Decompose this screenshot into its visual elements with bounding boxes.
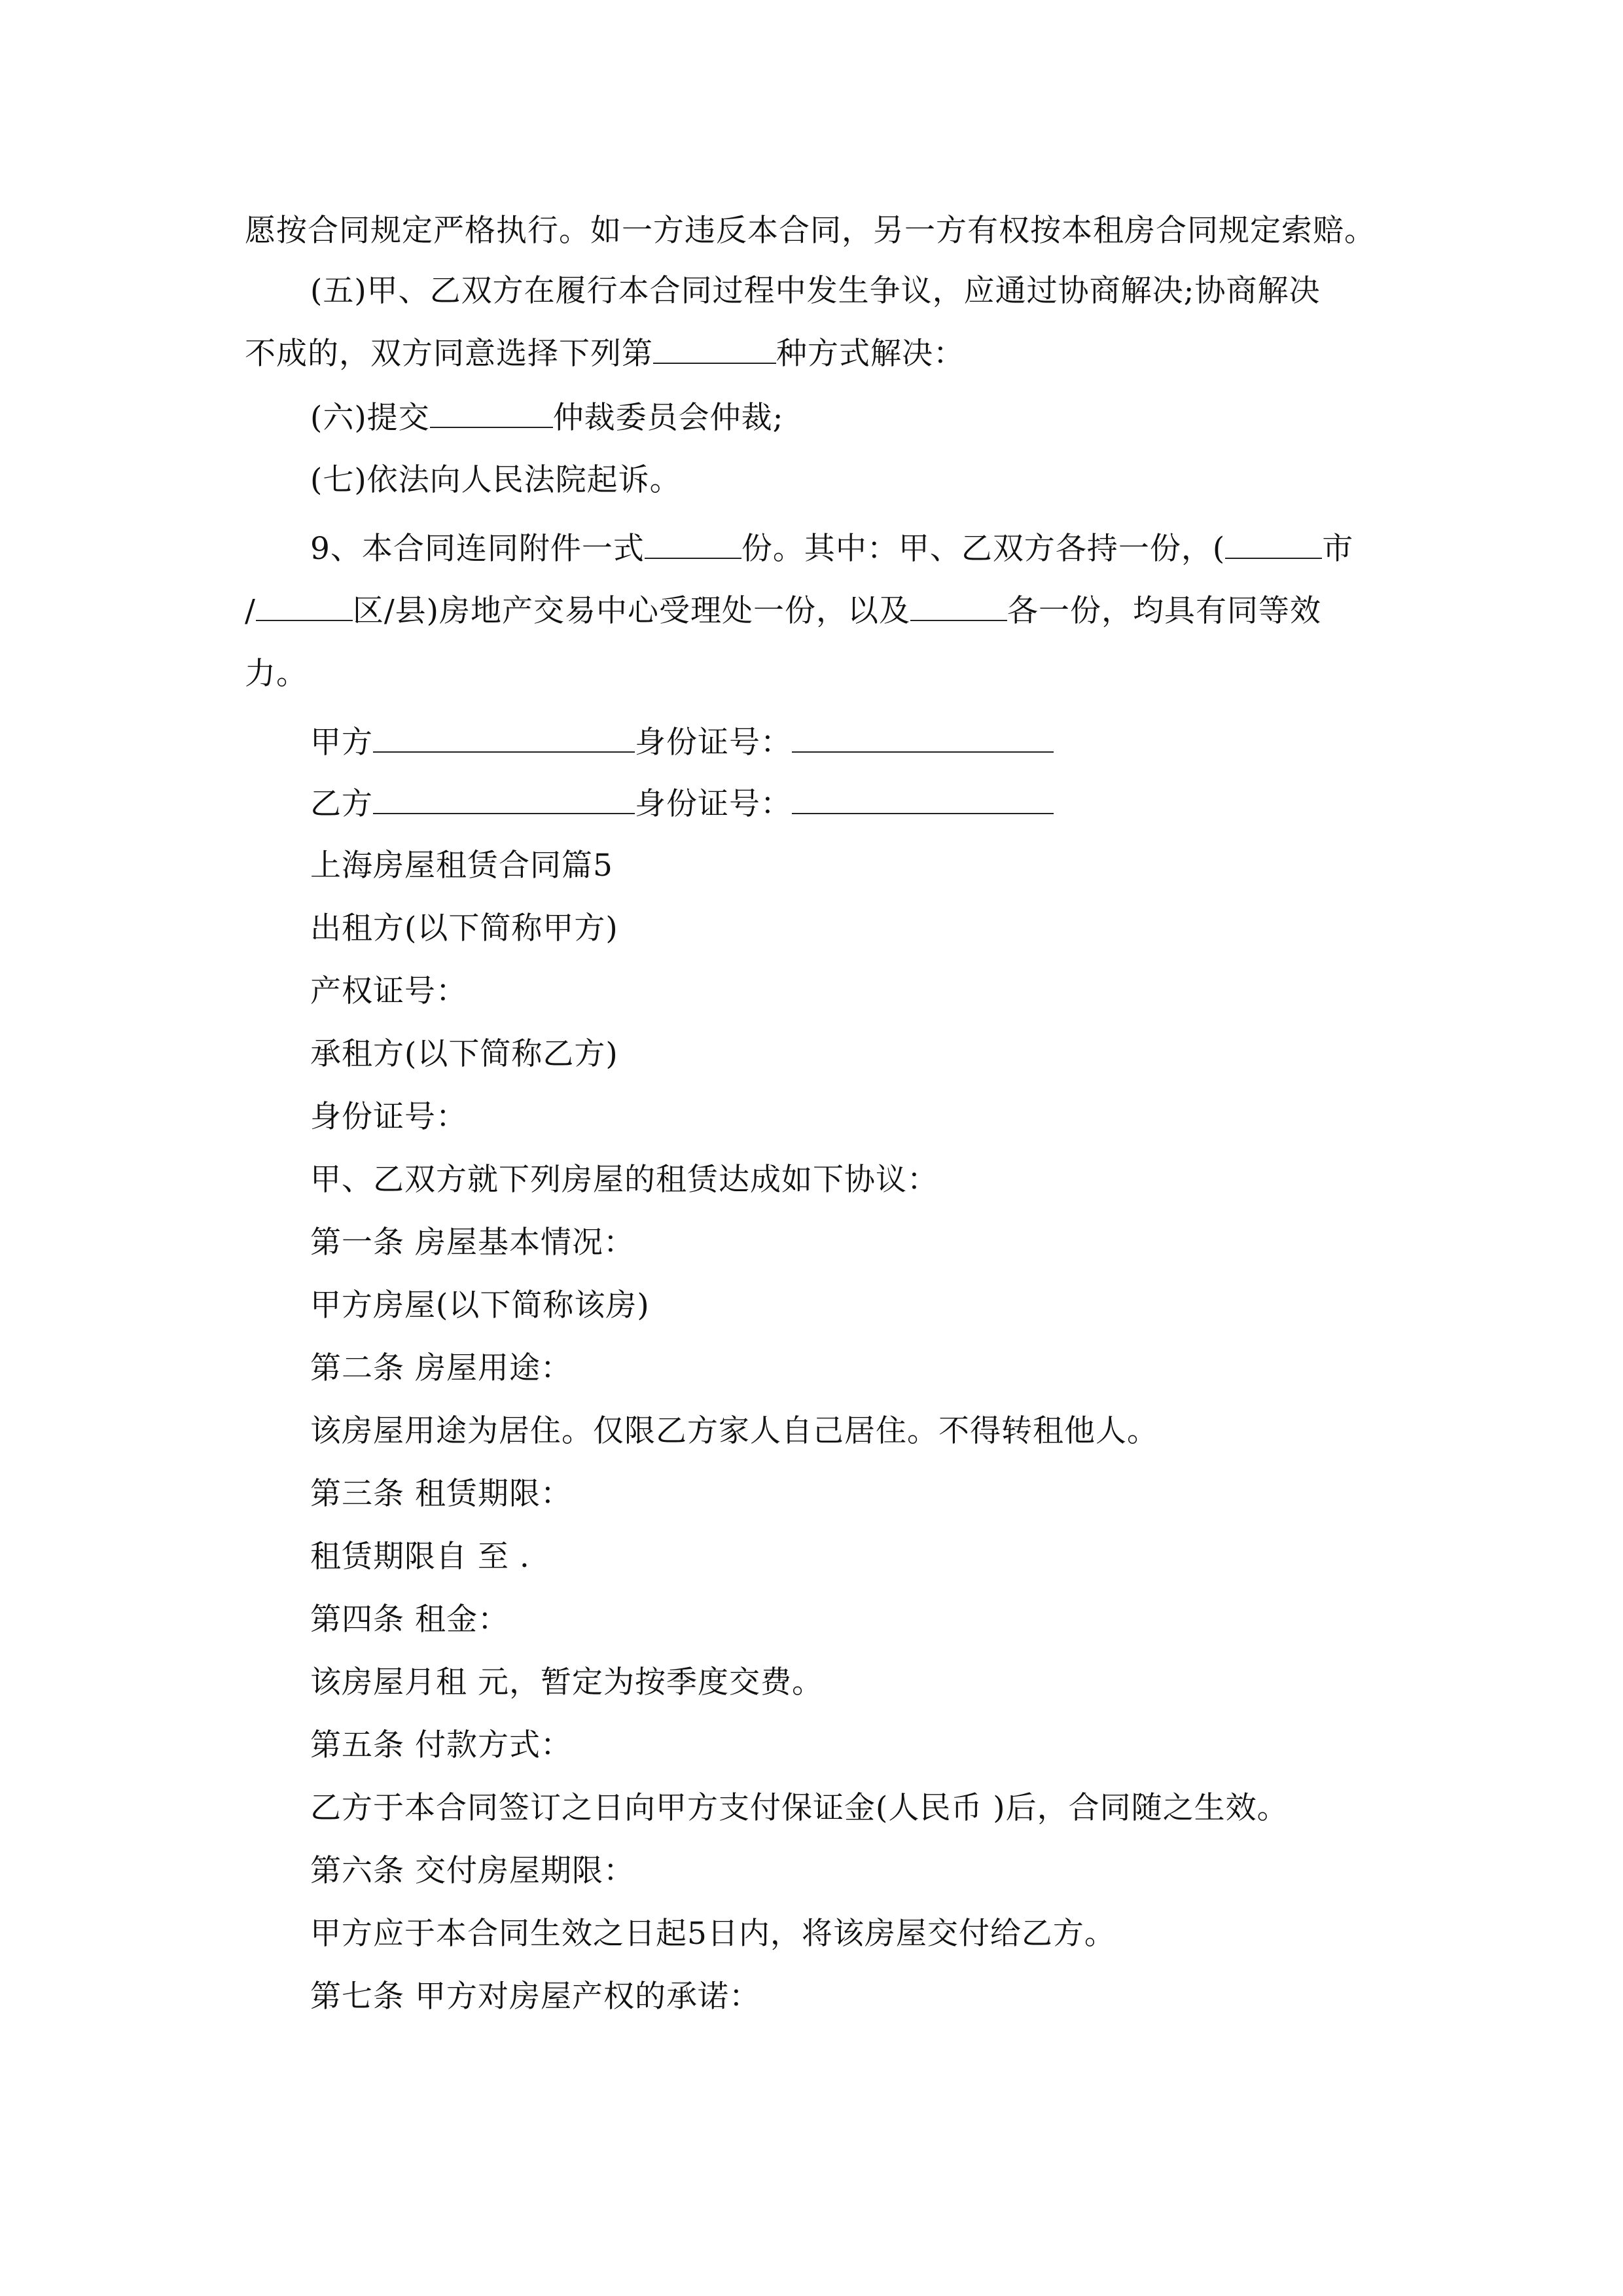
text: 甲方应于本合同生效之日起5日内，将该房屋交付给乙方。: [310, 1916, 1116, 1952]
article-6-title: [310, 1852, 1449, 1891]
fill-in-blank: [256, 591, 353, 621]
copies-line-1: [310, 529, 1449, 568]
article-4-title: [310, 1600, 1449, 1640]
text: 出租方(以下简称甲方): [310, 910, 618, 946]
text: 甲方房屋(以下简称该房): [310, 1287, 650, 1323]
text: 第二条 房屋用途：: [310, 1350, 572, 1386]
party-b-label: 乙方: [310, 786, 373, 822]
text: 该房屋用途为居住。仅限乙方家人自己居住。不得转租他人。: [310, 1413, 1158, 1449]
text: 第六条 交付房屋期限：: [310, 1853, 635, 1889]
text: 力。: [245, 656, 308, 692]
lessee-line: [310, 1035, 1449, 1074]
article-5-body: [310, 1789, 1449, 1828]
text: 上海房屋租赁合同篇5: [310, 848, 613, 884]
text: 仲裁委员会仲裁;: [552, 400, 784, 436]
text: 第五条 付款方式：: [310, 1727, 572, 1763]
text: (五)甲、乙双方在履行本合同过程中发生争议，应通过协商解决;协商解决: [310, 273, 1321, 309]
article-2-title: [310, 1349, 1449, 1388]
agreement-line: [310, 1160, 1449, 1200]
fill-in-blank: [430, 398, 553, 428]
fill-in-blank: [645, 529, 741, 559]
fill-in-blank: [653, 334, 776, 364]
text: 种方式解决：: [776, 336, 965, 372]
party-a-id-label: 身份证号：: [635, 725, 792, 761]
text: 市: [1322, 531, 1354, 567]
copies-line-2: [245, 591, 1383, 630]
article-1-title: [310, 1223, 1449, 1263]
copies-line-3: [245, 655, 1383, 694]
text: 第四条 租金：: [310, 1602, 509, 1638]
id-number-line: [310, 1098, 1449, 1137]
clause-6: [310, 398, 1449, 437]
article-4-body: [310, 1663, 1449, 1702]
party-b-id-label: 身份证号：: [635, 786, 792, 822]
text: /: [245, 593, 256, 629]
fill-in-blank: [910, 591, 1007, 621]
article-5-title: [310, 1726, 1449, 1765]
signature-party-b: [310, 784, 1449, 823]
paragraph-compliance: [245, 211, 1383, 251]
party-b-name-blank: [373, 784, 635, 814]
text: 区/县)房地产交易中心受理处一份，以及: [352, 593, 911, 629]
article-2-body: [310, 1412, 1449, 1451]
fill-in-blank: [1225, 529, 1322, 559]
article-3-body: [310, 1537, 1449, 1577]
clause-5-line-2: [245, 334, 1383, 373]
party-a-label: 甲方: [310, 725, 373, 761]
article-3-title: [310, 1475, 1449, 1514]
text: 甲、乙双方就下列房屋的租赁达成如下协议：: [310, 1162, 938, 1198]
article-6-body: [310, 1914, 1449, 1954]
text: 愿按合同规定严格执行。如一方违反本合同，另一方有权按本租房合同规定索赔。: [245, 213, 1376, 249]
text: (七)依法向人民法院起诉。: [310, 462, 681, 498]
text: 各一份，均具有同等效: [1007, 593, 1322, 629]
party-b-id-blank: [792, 784, 1054, 814]
party-a-id-blank: [792, 723, 1054, 753]
text: 乙方于本合同签订之日向甲方支付保证金(人民币 )后，合同随之生效。: [310, 1790, 1289, 1826]
text: 份。其中：甲、乙双方各持一份，(: [741, 531, 1226, 567]
text: 第一条 房屋基本情况：: [310, 1225, 635, 1261]
clause-5-line-1: [310, 272, 1449, 311]
property-cert-line: [310, 972, 1449, 1011]
lessor-line: [310, 909, 1449, 948]
text: 承租方(以下简称乙方): [310, 1036, 618, 1072]
text: 租赁期限自 至 .: [310, 1539, 530, 1575]
text: 该房屋月租 元，暂定为按季度交费。: [310, 1664, 823, 1700]
article-1-body: [310, 1286, 1449, 1325]
text: 不成的，双方同意选择下列第: [245, 336, 653, 372]
text: (六)提交: [310, 400, 430, 436]
clause-7: [310, 461, 1449, 500]
signature-party-a: [310, 723, 1449, 762]
contract-heading: [310, 846, 1449, 886]
party-a-name-blank: [373, 723, 635, 753]
text: 身份证号：: [310, 1099, 467, 1135]
text: 9、本合同连同附件一式: [310, 531, 645, 567]
article-7-title: [310, 1977, 1449, 2017]
text: 产权证号：: [310, 973, 467, 1009]
text: 第七条 甲方对房屋产权的承诺：: [310, 1979, 760, 2015]
text: 第三条 租赁期限：: [310, 1476, 572, 1512]
